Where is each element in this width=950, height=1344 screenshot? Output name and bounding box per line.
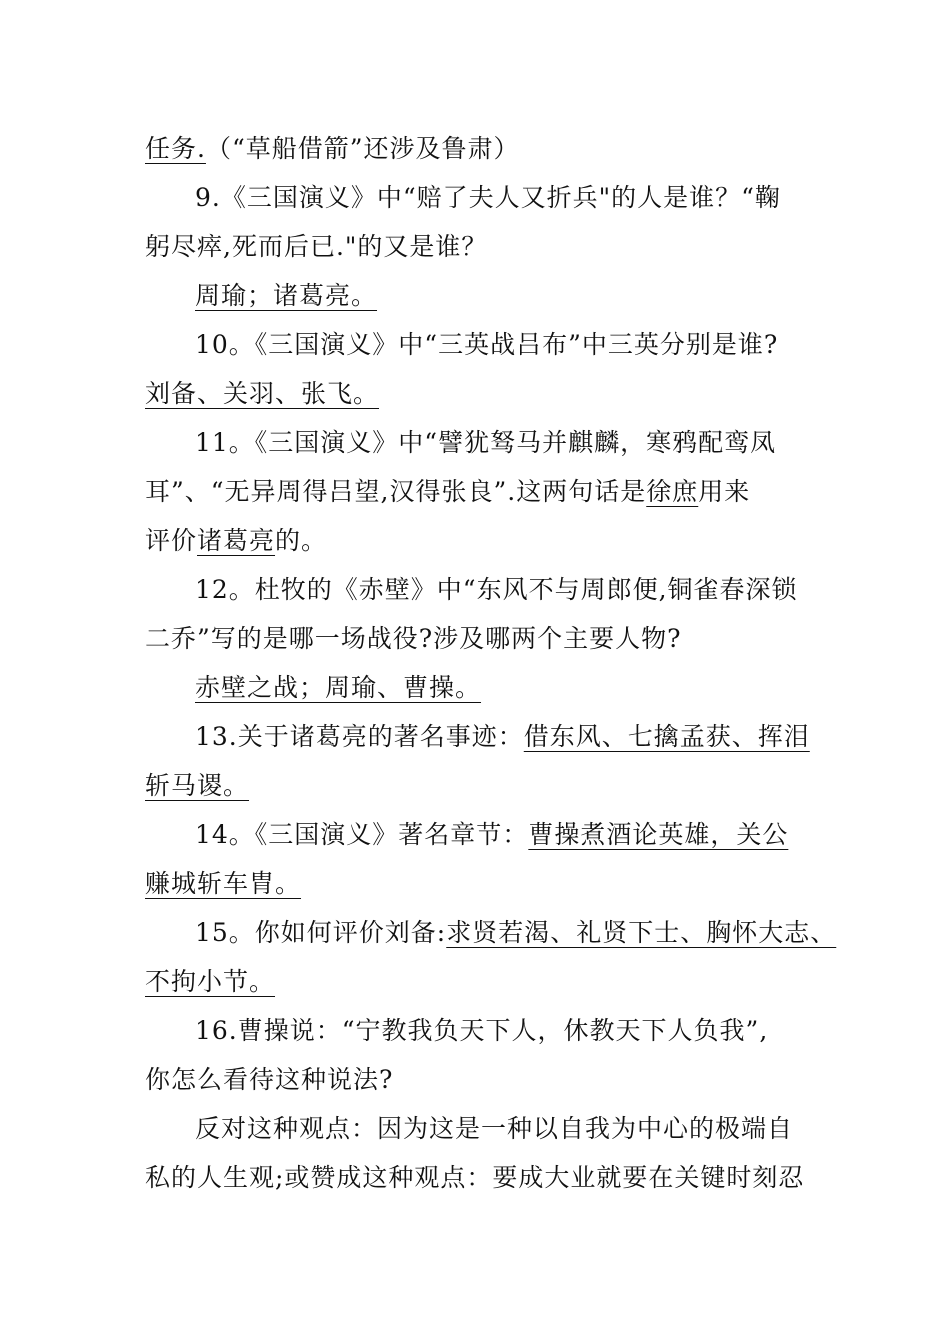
text-segment: 12。杜牧的《赤壁》中“东风不与周郎便,铜雀春深锁 <box>195 575 798 604</box>
text-segment: 耳”、“无异周得吕望,汉得张良”.这两句话是 <box>145 477 647 506</box>
text-segment: 13.关于诸葛亮的著名事迹： <box>195 722 524 751</box>
text-line <box>145 957 835 1006</box>
text-line <box>145 1055 835 1104</box>
answer-underlined-text: 任务. <box>145 134 206 163</box>
text-line <box>145 467 835 516</box>
text-line <box>145 124 835 173</box>
text-segment: 用来 <box>698 477 751 506</box>
answer-underlined-text: 赚城斩车胄。 <box>145 869 302 898</box>
text-line <box>145 663 835 712</box>
answer-underlined-text: 斩马谡。 <box>145 771 250 800</box>
text-line <box>145 712 835 761</box>
text-segment: 10。《三国演义》中“三英战吕布”中三英分别是谁? <box>195 330 779 359</box>
text-line <box>145 173 835 222</box>
text-segment: 二乔”写的是哪一场战役?涉及哪两个主要人物? <box>145 624 682 653</box>
text-line <box>145 222 835 271</box>
text-segment: 15。你如何评价刘备: <box>195 918 447 947</box>
text-line <box>145 908 835 957</box>
text-line <box>145 1006 835 1055</box>
text-segment: 16.曹操说：“宁教我负天下人，休教天下人负我”, <box>195 1016 769 1045</box>
text-segment: 评价 <box>145 526 198 555</box>
answer-underlined-text: 徐庶 <box>646 477 699 506</box>
text-line <box>145 320 835 369</box>
text-line <box>145 1104 835 1153</box>
text-line <box>145 614 835 663</box>
document-body <box>145 124 835 1202</box>
text-line <box>145 565 835 614</box>
text-segment: 9.《三国演义》中“赔了夫人又折兵"的人是谁？“鞠 <box>195 183 781 212</box>
text-line <box>145 271 835 320</box>
answer-underlined-text: 不拘小节。 <box>145 967 276 996</box>
text-segment: 的。 <box>275 526 328 555</box>
text-segment: 私的人生观;或赞成这种观点：要成大业就要在关键时刻忍 <box>145 1163 805 1192</box>
text-segment: 11。《三国演义》中“譬犹驽马并麒麟，寒鸦配鸾凤 <box>195 428 777 457</box>
answer-underlined-text: 借东风、七擒孟获、挥泪 <box>523 722 810 751</box>
text-segment: 反对这种观点：因为这是一种以自我为中心的极端自 <box>195 1114 794 1143</box>
text-segment: （“草船借箭”还涉及鲁肃） <box>205 134 520 163</box>
text-line <box>145 516 835 565</box>
text-line <box>145 369 835 418</box>
answer-underlined-text: 求贤若渴、礼贤下士、胸怀大志、 <box>446 918 837 947</box>
text-line <box>145 859 835 908</box>
text-line <box>145 810 835 859</box>
text-line <box>145 418 835 467</box>
text-line <box>145 761 835 810</box>
answer-underlined-text: 曹操煮酒论英雄，关公 <box>528 820 789 849</box>
text-line <box>145 1153 835 1202</box>
text-segment: 14。《三国演义》著名章节： <box>195 820 529 849</box>
text-segment: 躬尽瘁,死而后已."的又是谁？ <box>145 232 488 261</box>
answer-underlined-text: 诸葛亮 <box>197 526 276 555</box>
answer-underlined-text: 周瑜；诸葛亮。 <box>195 281 378 310</box>
answer-underlined-text: 刘备、关羽、张飞。 <box>145 379 380 408</box>
text-segment: 你怎么看待这种说法? <box>145 1065 394 1094</box>
answer-underlined-text: 赤壁之战；周瑜、曹操。 <box>195 673 482 702</box>
